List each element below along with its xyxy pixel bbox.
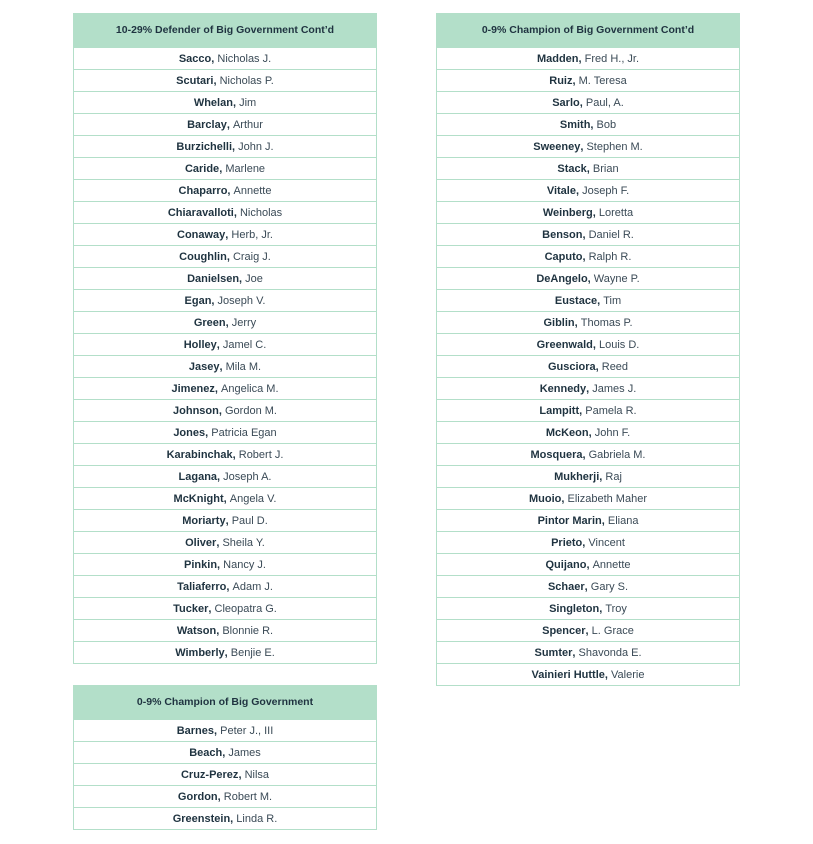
- legislator-last-name: Coughlin: [179, 250, 227, 263]
- legislator-last-name: Beach: [189, 746, 223, 759]
- name-separator: ,: [218, 404, 225, 417]
- legislator-first-name: Gabriela M.: [588, 448, 646, 461]
- legislator-last-name: Sarlo: [552, 96, 580, 109]
- legislator-last-name: Greenstein: [172, 812, 231, 825]
- legislator-last-name: DeAngelo: [536, 272, 588, 285]
- legislator-first-name: Annette: [233, 184, 272, 197]
- table-row: [73, 488, 377, 510]
- legislator-first-name: Paul, A.: [585, 96, 624, 109]
- legislator-first-name: Blonnie R.: [222, 624, 274, 637]
- name-separator: ,: [217, 470, 224, 483]
- name-separator: ,: [208, 602, 215, 615]
- name-separator: ,: [592, 338, 599, 351]
- legislator-last-name: Schaer: [547, 580, 585, 593]
- table-row: [436, 400, 740, 422]
- table-row: [73, 532, 377, 554]
- name-separator: ,: [561, 492, 568, 505]
- table-row: [73, 114, 377, 136]
- legislator-first-name: Joe: [245, 272, 263, 285]
- champion-table-contd: [436, 13, 740, 686]
- legislator-last-name: Cruz-Perez: [180, 768, 239, 781]
- legislator-first-name: Brian: [592, 162, 619, 175]
- legislator-last-name: Gordon: [177, 790, 218, 803]
- table-row: [73, 334, 377, 356]
- name-separator: ,: [601, 514, 608, 527]
- table-row: [73, 356, 377, 378]
- legislator-first-name: Tim: [603, 294, 622, 307]
- name-separator: ,: [584, 580, 591, 593]
- legislator-last-name: Smith: [559, 118, 591, 131]
- legislator-first-name: Jamel C.: [222, 338, 267, 351]
- legislator-first-name: Pamela R.: [585, 404, 637, 417]
- name-separator: ,: [213, 74, 220, 87]
- table-row: [436, 334, 740, 356]
- legislator-first-name: Troy: [605, 602, 627, 615]
- legislator-first-name: Joseph A.: [223, 470, 272, 483]
- name-separator: ,: [572, 646, 579, 659]
- name-separator: ,: [599, 470, 606, 483]
- legislator-last-name: Kennedy: [539, 382, 587, 395]
- table-row: [73, 598, 377, 620]
- legislator-first-name: Eliana: [607, 514, 639, 527]
- name-separator: ,: [211, 52, 218, 65]
- legislator-last-name: Quijano: [545, 558, 587, 571]
- legislator-first-name: Annette: [592, 558, 631, 571]
- legislator-last-name: Egan: [184, 294, 212, 307]
- legislator-last-name: McKeon: [545, 426, 589, 439]
- legislator-first-name: Gary S.: [590, 580, 629, 593]
- legislator-first-name: John F.: [594, 426, 631, 439]
- legislator-last-name: Vitale: [546, 184, 576, 197]
- legislator-last-name: Karabinchak: [166, 448, 233, 461]
- table-header: 0-9% Champion of Big Government: [73, 685, 377, 719]
- name-separator: ,: [586, 382, 593, 395]
- name-separator: ,: [219, 162, 226, 175]
- legislator-first-name: Bob: [596, 118, 617, 131]
- legislator-last-name: Vainieri Huttle: [531, 668, 605, 681]
- table-header: 0-9% Champion of Big Government Cont’d: [436, 13, 740, 47]
- table-row: [436, 356, 740, 378]
- legislator-first-name: Joseph V.: [217, 294, 266, 307]
- table-row: [73, 290, 377, 312]
- legislator-last-name: Lagana: [178, 470, 218, 483]
- legislator-last-name: Caputo: [544, 250, 583, 263]
- legislator-last-name: Muoio: [528, 492, 562, 505]
- name-separator: ,: [225, 228, 232, 241]
- legislator-last-name: Barnes: [176, 724, 214, 737]
- legislator-last-name: Spencer: [542, 624, 586, 637]
- table-row: [73, 742, 377, 764]
- table-row: [73, 180, 377, 202]
- legislator-first-name: Fred H., Jr.: [584, 52, 640, 65]
- name-separator: ,: [599, 602, 606, 615]
- table-row: [436, 136, 740, 158]
- legislator-first-name: Joseph F.: [582, 184, 630, 197]
- table-row: [73, 92, 377, 114]
- legislator-last-name: Pintor Marin: [537, 514, 602, 527]
- name-separator: ,: [586, 558, 593, 571]
- table-row: [73, 70, 377, 92]
- legislator-first-name: Shavonda E.: [578, 646, 642, 659]
- legislator-first-name: Benjie E.: [230, 646, 275, 659]
- legislator-first-name: Patricia Egan: [211, 426, 277, 439]
- name-separator: ,: [575, 184, 583, 197]
- legislator-first-name: Jim: [239, 96, 257, 109]
- legislator-first-name: Nicholas J.: [217, 52, 272, 65]
- table-row: [73, 312, 377, 334]
- name-separator: ,: [226, 580, 233, 593]
- table-row: [436, 158, 740, 180]
- name-separator: ,: [216, 338, 223, 351]
- name-separator: ,: [238, 768, 245, 781]
- name-separator: ,: [217, 558, 224, 571]
- legislator-first-name: Arthur: [232, 118, 263, 131]
- legislator-last-name: Chiaravalloti: [167, 206, 234, 219]
- name-separator: ,: [572, 74, 579, 87]
- legislator-last-name: Eustace: [554, 294, 598, 307]
- legislator-first-name: Nilsa: [244, 768, 270, 781]
- legislator-first-name: Ralph R.: [588, 250, 632, 263]
- legislator-last-name: Singleton: [549, 602, 600, 615]
- table-row: [436, 466, 740, 488]
- legislator-last-name: Jimenez: [171, 382, 215, 395]
- champion-table: [73, 685, 377, 830]
- legislator-first-name: Reed: [601, 360, 629, 373]
- legislator-last-name: Jasey: [188, 360, 220, 373]
- name-separator: ,: [579, 404, 586, 417]
- name-separator: ,: [582, 448, 589, 461]
- legislator-first-name: John J.: [238, 140, 274, 153]
- table-row: [436, 92, 740, 114]
- table-row: [73, 136, 377, 158]
- legislator-last-name: Danielsen: [187, 272, 240, 285]
- table-row: [73, 400, 377, 422]
- name-separator: ,: [225, 316, 232, 329]
- legislator-first-name: Robert J.: [238, 448, 284, 461]
- legislator-first-name: Elizabeth Maher: [567, 492, 647, 505]
- legislator-last-name: Sweeney: [533, 140, 581, 153]
- table-row: [73, 510, 377, 532]
- table-row: [436, 202, 740, 224]
- name-separator: ,: [217, 790, 224, 803]
- name-separator: ,: [233, 206, 240, 219]
- legislator-first-name: Valerie: [611, 668, 645, 681]
- table-body: [436, 47, 740, 686]
- name-separator: ,: [226, 118, 233, 131]
- table-row: [73, 620, 377, 642]
- legislator-first-name: L. Grace: [591, 624, 634, 637]
- name-separator: ,: [232, 140, 239, 153]
- legislator-last-name: Mukherji: [554, 470, 600, 483]
- table-row: [436, 510, 740, 532]
- table-row: [436, 268, 740, 290]
- name-separator: ,: [597, 294, 604, 307]
- table-row: [436, 290, 740, 312]
- legislator-last-name: Lampitt: [539, 404, 580, 417]
- legislator-first-name: Louis D.: [599, 338, 640, 351]
- name-separator: ,: [590, 118, 597, 131]
- name-separator: ,: [586, 162, 593, 175]
- legislator-last-name: Scutari: [176, 74, 214, 87]
- table-row: [436, 620, 740, 642]
- name-separator: ,: [227, 184, 234, 197]
- table-row: [436, 224, 740, 246]
- legislator-first-name: Stephen M.: [586, 140, 643, 153]
- table-row: [436, 598, 740, 620]
- legislator-last-name: McKnight: [173, 492, 224, 505]
- legislator-last-name: Greenwald: [536, 338, 593, 351]
- name-separator: ,: [587, 272, 594, 285]
- table-row: [436, 422, 740, 444]
- legislator-last-name: Jones: [173, 426, 206, 439]
- table-row: [73, 576, 377, 598]
- legislator-last-name: Stack: [557, 162, 587, 175]
- name-separator: ,: [226, 250, 233, 263]
- name-separator: ,: [574, 316, 581, 329]
- name-separator: ,: [585, 624, 592, 637]
- legislator-first-name: Herb, Jr.: [231, 228, 273, 241]
- legislator-last-name: Taliaferro: [177, 580, 227, 593]
- name-separator: ,: [582, 250, 589, 263]
- table-row: [436, 246, 740, 268]
- legislator-last-name: Wimberly: [175, 646, 225, 659]
- table-row: [73, 466, 377, 488]
- table-row: [436, 378, 740, 400]
- name-separator: ,: [219, 360, 226, 373]
- table-row: [436, 642, 740, 664]
- legislator-first-name: Loretta: [598, 206, 634, 219]
- name-separator: ,: [224, 646, 231, 659]
- table-row: [73, 246, 377, 268]
- legislator-last-name: Sacco: [178, 52, 212, 65]
- name-separator: ,: [223, 492, 230, 505]
- name-separator: ,: [582, 536, 589, 549]
- name-separator: ,: [592, 206, 599, 219]
- legislator-first-name: Robert M.: [223, 790, 273, 803]
- table-row: [436, 444, 740, 466]
- name-separator: ,: [216, 624, 223, 637]
- name-separator: ,: [579, 96, 586, 109]
- legislator-first-name: Gordon M.: [225, 404, 277, 417]
- name-separator: ,: [214, 382, 222, 395]
- table-row: [436, 664, 740, 686]
- legislator-first-name: Peter J., III: [220, 724, 274, 737]
- table-row: [73, 808, 377, 830]
- legislator-last-name: Giblin: [543, 316, 575, 329]
- legislator-last-name: Holley: [183, 338, 217, 351]
- table-row: [73, 224, 377, 246]
- legislator-first-name: Nancy J.: [223, 558, 266, 571]
- legislator-first-name: Sheila Y.: [222, 536, 265, 549]
- legislator-last-name: Weinberg: [542, 206, 593, 219]
- name-separator: ,: [222, 746, 229, 759]
- name-separator: ,: [232, 448, 239, 461]
- legislator-first-name: Jerry: [231, 316, 257, 329]
- table-row: [436, 532, 740, 554]
- table-row: [73, 47, 377, 70]
- table-row: [73, 422, 377, 444]
- name-separator: ,: [580, 140, 587, 153]
- table-row: [73, 378, 377, 400]
- legislator-first-name: Angela V.: [229, 492, 277, 505]
- table-row: [73, 444, 377, 466]
- table-row: [436, 554, 740, 576]
- name-separator: ,: [582, 228, 589, 241]
- name-separator: ,: [604, 668, 612, 681]
- table-row: [73, 554, 377, 576]
- legislator-first-name: Marlene: [225, 162, 266, 175]
- table-row: [73, 268, 377, 290]
- name-separator: ,: [595, 360, 602, 373]
- legislator-first-name: Daniel R.: [588, 228, 634, 241]
- table-body: [73, 719, 377, 830]
- table-header: 10-29% Defender of Big Government Cont’d: [73, 13, 377, 47]
- legislator-first-name: James: [228, 746, 261, 759]
- name-separator: ,: [578, 52, 585, 65]
- name-separator: ,: [232, 96, 240, 109]
- legislator-first-name: Nicholas P.: [219, 74, 274, 87]
- table-row: [73, 202, 377, 224]
- table-row: [436, 312, 740, 334]
- name-separator: ,: [225, 514, 232, 527]
- name-separator: ,: [211, 294, 218, 307]
- legislator-last-name: Mosquera: [530, 448, 583, 461]
- name-separator: ,: [588, 426, 595, 439]
- legislator-last-name: Chaparro: [178, 184, 228, 197]
- legislator-last-name: Prieto: [551, 536, 583, 549]
- legislator-first-name: Thomas P.: [580, 316, 633, 329]
- table-row: [436, 114, 740, 136]
- legislator-last-name: Watson: [176, 624, 217, 637]
- table-row: [73, 786, 377, 808]
- table-row: [73, 764, 377, 786]
- legislator-last-name: Oliver: [185, 536, 217, 549]
- legislator-last-name: Conaway: [177, 228, 226, 241]
- name-separator: ,: [205, 426, 212, 439]
- legislator-last-name: Whelan: [193, 96, 233, 109]
- legislator-last-name: Ruiz: [549, 74, 573, 87]
- legislator-first-name: Paul D.: [231, 514, 268, 527]
- table-row: [73, 719, 377, 742]
- legislator-first-name: Raj: [605, 470, 622, 483]
- legislator-last-name: Madden: [536, 52, 579, 65]
- name-separator: ,: [239, 272, 246, 285]
- legislator-first-name: Craig J.: [232, 250, 271, 263]
- table-row: [436, 180, 740, 202]
- name-separator: ,: [216, 536, 223, 549]
- legislator-last-name: Moriarty: [182, 514, 226, 527]
- legislator-last-name: Johnson: [173, 404, 219, 417]
- legislator-first-name: M. Teresa: [578, 74, 627, 87]
- legislator-first-name: Angelica M.: [221, 382, 279, 395]
- table-body: [73, 47, 377, 664]
- defender-table-contd: [73, 13, 377, 664]
- legislator-last-name: Benson: [542, 228, 583, 241]
- legislator-last-name: Tucker: [173, 602, 209, 615]
- legislator-first-name: Nicholas: [239, 206, 283, 219]
- legislator-last-name: Sumter: [534, 646, 573, 659]
- legislator-first-name: Linda R.: [236, 812, 278, 825]
- table-row: [73, 158, 377, 180]
- legislator-first-name: Vincent: [588, 536, 625, 549]
- legislator-first-name: Mila M.: [225, 360, 262, 373]
- name-separator: ,: [213, 724, 221, 737]
- table-row: [73, 642, 377, 664]
- legislator-first-name: Cleopatra G.: [214, 602, 277, 615]
- legislator-first-name: Adam J.: [232, 580, 273, 593]
- table-row: [436, 488, 740, 510]
- legislator-first-name: Wayne P.: [593, 272, 640, 285]
- legislator-last-name: Gusciora: [547, 360, 596, 373]
- legislator-last-name: Caride: [184, 162, 220, 175]
- legislator-last-name: Burzichelli: [176, 140, 233, 153]
- table-row: [436, 576, 740, 598]
- legislator-first-name: James J.: [592, 382, 637, 395]
- legislator-last-name: Pinkin: [184, 558, 218, 571]
- legislator-last-name: Green: [193, 316, 226, 329]
- name-separator: ,: [230, 812, 237, 825]
- table-row: [436, 47, 740, 70]
- table-row: [436, 70, 740, 92]
- legislator-last-name: Barclay: [187, 118, 227, 131]
